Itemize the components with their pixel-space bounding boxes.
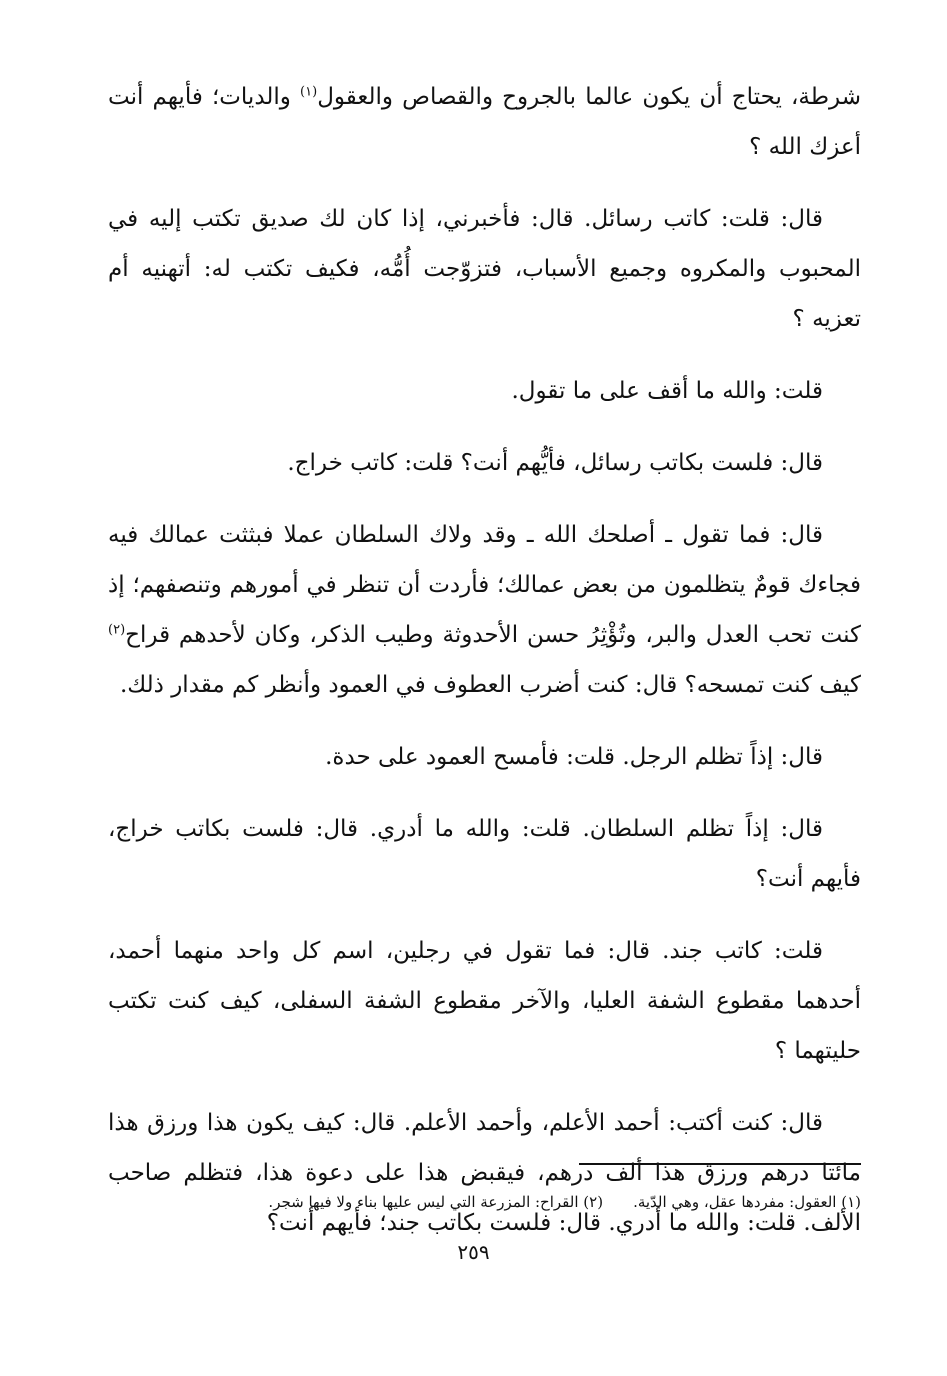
- paragraph-text: كيف كنت تمسحه؟ قال: كنت أضرب العطوف في العمود وأنظر كم مقدار ذلك.: [119, 672, 861, 698]
- paragraph-text: قلت: كاتب جند. قال: فما تقول في رجلين، اسم كل واحد منهما أحمد، أحدهما مقطوع الشفة العليا، والآخر مقطوع الشفة السفلى، كيف كنت تكتب حليتهما ؟: [108, 938, 861, 1064]
- paragraph-text: قال: إذاً تظلم السلطان. قلت: والله ما أدري. قال: فلست بكاتب خراج، فأيهم أنت؟: [108, 816, 861, 892]
- paragraph-text: قال: فلست بكاتب رسائل، فأيُّهم أنت؟ قلت: كاتب خراج.: [287, 450, 823, 476]
- footnote-marker-2: (٢): [108, 622, 126, 638]
- footnote-marker-1: (١): [300, 84, 318, 100]
- paragraph-2: [108, 194, 861, 344]
- footnotes: [108, 1190, 861, 1214]
- paragraph-text: قال: إذاً تظلم الرجل. قلت: فأمسح العمود على حدة.: [325, 744, 823, 770]
- paragraph-9: [108, 1098, 861, 1248]
- body-text: [108, 72, 861, 1270]
- paragraph-text: شرطة، يحتاج أن يكون عالما بالجروح والقصاص والعقول: [317, 84, 862, 110]
- footnote-divider: [579, 1163, 861, 1165]
- paragraph-text: قال: كنت أكتب: أحمد الأعلم، وأحمد الأعلم. قال: كيف يكون هذا ورزق هذا مائتا درهم ورزق هذا ألف درهم، فيقبض هذا على دعوة هذا، فتظلم صاحب الألف. قلت: والله ما أدري. قال: فلست بكاتب جند؛ فأيهم أنت؟: [108, 1110, 861, 1236]
- paragraph-5: [108, 510, 861, 710]
- paragraph-text: والديات؛ فأيهم أنت أعزك الله ؟: [108, 84, 861, 160]
- paragraph-7: [108, 804, 861, 904]
- paragraph-text: قال: فما تقول ـ أصلحك الله ـ وقد ولاك السلطان عملا فبثثت عمالك فيه فجاءك قومٌ يتظلمون من بعض عمالك؛ فأردت أن تنظر في أمورهم وتنصفهم؛ إذ كنت تحب العدل والبر، وتُؤْثِرُ حسن الأحدوثة وطيب الذكر، وكان لأحدهم قراح: [108, 522, 861, 648]
- paragraph-3: [108, 366, 861, 416]
- paragraph-text: قال: قلت: كاتب رسائل. قال: فأخبرني، إذا كان لك صديق تكتب إليه في المحبوب والمكروه وجميع الأسباب، فتزوّجت أُمُّه، فكيف تكتب له: أتهنيه أم تعزيه ؟: [108, 206, 861, 332]
- paragraph-1: [108, 72, 861, 172]
- paragraph-4: [108, 438, 861, 488]
- paragraph-6: [108, 732, 861, 782]
- paragraph-8: [108, 926, 861, 1076]
- footnote-2: (٢) القراح: المزرعة التي ليس عليها بناء ولا فيها شجر.: [268, 1193, 604, 1211]
- page-number: ٢٥٩: [457, 1240, 490, 1264]
- paragraph-text: قلت: والله ما أقف على ما تقول.: [511, 378, 823, 404]
- footnote-1: (١) العقول: مفردها عقل، وهي الدّية.: [633, 1193, 861, 1211]
